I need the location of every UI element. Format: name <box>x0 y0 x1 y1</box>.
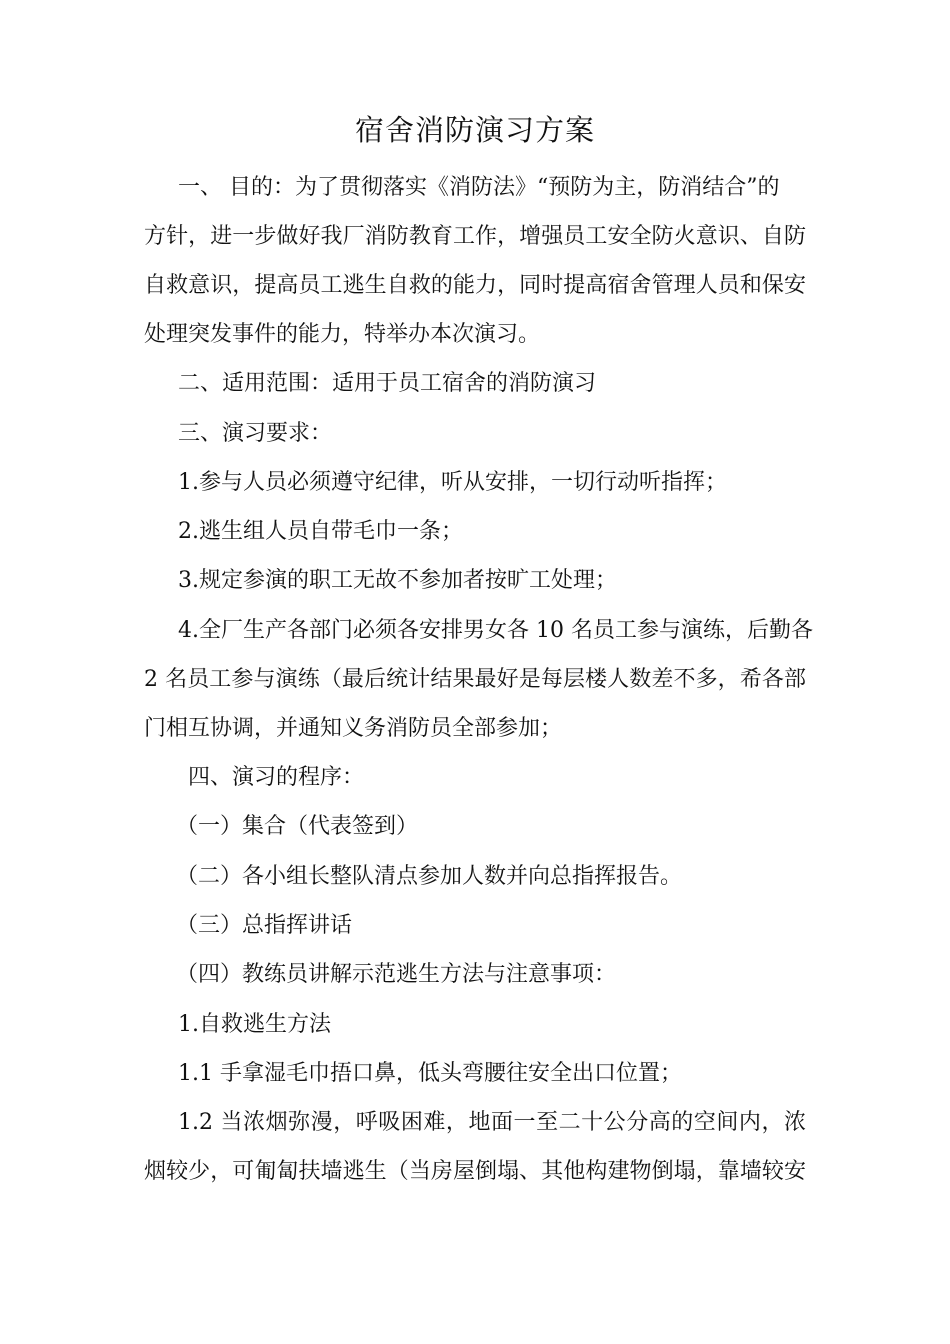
subsection-heading: 1.自救逃生方法 <box>178 1012 331 1037</box>
paragraph-line: 方针，进一步做好我厂消防教育工作，增强员工安全防火意识、自防 <box>144 224 806 249</box>
list-item: 1.参与人员必须遵守纪律，听从安排，一切行动听指挥； <box>178 470 727 495</box>
list-item: 1.1 手拿湿毛巾捂口鼻，低头弯腰往安全出口位置； <box>178 1061 682 1086</box>
section-heading: 二、适用范围：适用于员工宿舍的消防演习 <box>178 371 597 396</box>
list-item: 1.2 当浓烟弥漫，呼吸困难，地面一至二十公分高的空间内，浓 <box>178 1110 806 1135</box>
procedure-step: （一）集合（代表签到） <box>176 814 419 839</box>
list-item-continuation: 烟较少，可匍匐扶墙逃生（当房屋倒塌、其他构建物倒塌，靠墙较安 <box>144 1159 806 1184</box>
section-heading: 四、演习的程序： <box>188 765 365 790</box>
document-title: 宿舍消防演习方案 <box>354 113 595 147</box>
list-item-continuation: 门相互协调，并通知义务消防员全部参加； <box>144 716 563 741</box>
procedure-step: （三）总指挥讲话 <box>176 913 353 938</box>
list-item-continuation: 2 名员工参与演练（最后统计结果最好是每层楼人数差不多，希各部 <box>144 667 806 692</box>
procedure-step: （四）教练员讲解示范逃生方法与注意事项： <box>176 962 617 987</box>
list-item: 4.全厂生产各部门必须各安排男女各 10 名员工参与演练，后勤各 <box>178 618 813 643</box>
procedure-step: （二）各小组长整队清点参加人数并向总指挥报告。 <box>176 864 683 889</box>
section-heading: 三、演习要求： <box>178 421 333 446</box>
list-item: 3.规定参演的职工无故不参加者按旷工处理； <box>178 568 617 593</box>
paragraph-line: 自救意识，提高员工逃生自救的能力，同时提高宿舍管理人员和保安 <box>144 273 806 298</box>
paragraph-line: 处理突发事件的能力，特举办本次演习。 <box>144 322 541 347</box>
list-item: 2.逃生组人员自带毛巾一条； <box>178 519 463 544</box>
paragraph-line: 一、 目的：为了贯彻落实《消防法》“预防为主，防消结合”的 <box>178 175 780 200</box>
